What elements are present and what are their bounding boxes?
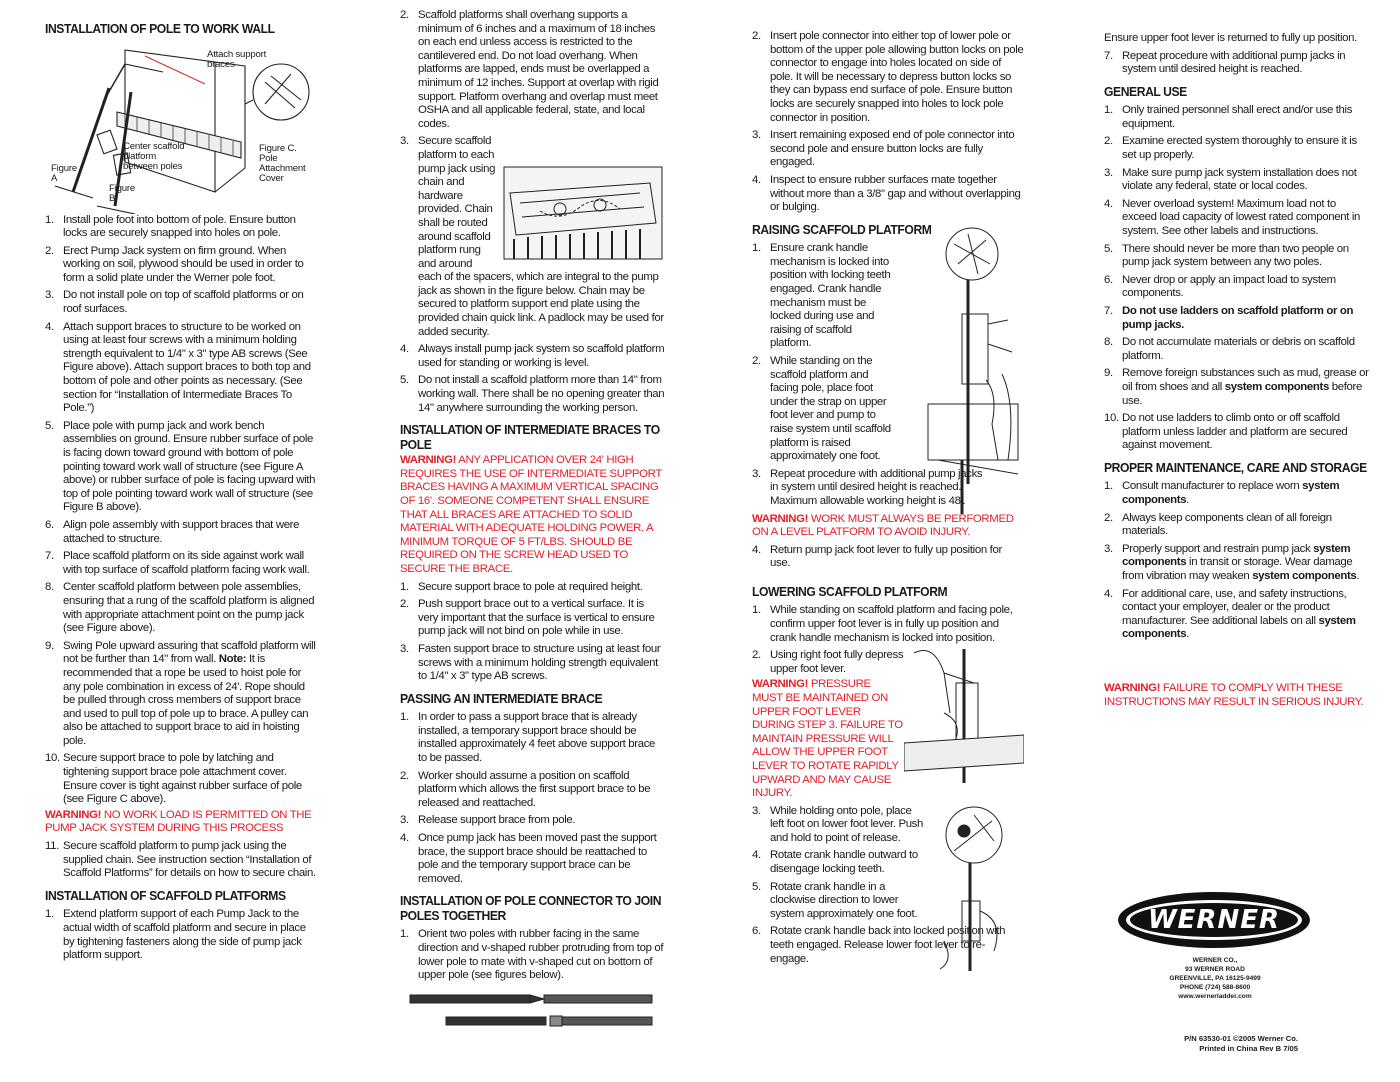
- list-item: 2. Examine erected system thoroughly to ensure it is set up properly.: [1104, 135, 1357, 162]
- list-item: 2. Insert pole connector into either top of lower pole or bottom of the upper pole allowing button locks on pole connector to engage into holes located on side of pole. It will be necessary to depress button locks so they can bypass end surface of pole. Ensure button locks are securely snapped into holes to lock pole connector in position.: [752, 30, 1024, 124]
- scaffold-platform-steps: [45, 908, 317, 962]
- label-figure-b: Figure B: [109, 182, 135, 204]
- list-item: 5. Do not install a scaffold platform more than 14" from working wall. There shall be no opening greater than 14" anywhere surrounding the working person.: [400, 374, 665, 414]
- list-item: 1. Extend platform support of each Pump Jack to the actual width of scaffold platform and secure in place by tightening fasteners along the side of pump jack platform support.: [45, 908, 306, 962]
- list-item: 4. Never overload system! Maximum load not to exceed load capacity of lowest rated component in system. See other labels and instructions.: [1104, 197, 1361, 238]
- top-text: Ensure upper foot lever is returned to fully up position.: [1104, 32, 1357, 44]
- list-item: 7. Do not use ladders on scaffold platform or on pump jacks.: [1104, 305, 1354, 331]
- list-item: 4. Rotate crank handle outward to disengage locking teeth.: [752, 849, 918, 876]
- company-address: [1150, 956, 1280, 1001]
- list-item: 4. Attach support braces to structure to be worked on using at least four screws with a minimum holding strength equivalent to 1/4" x 3" type AB screws (See Figure above). Attach support braces to both top and bottom of pole and other points as necessary. (See section for “Installation of Intermediate Braces To Pole.”): [45, 320, 311, 415]
- list-item: 1. While standing on scaffold platform and facing pole, confirm upper foot lever is in fully up position and crank handle mechanism is locked into position.: [752, 604, 1013, 644]
- address-line: WERNER CO.,: [1192, 957, 1238, 964]
- list-item: 5. Place pole with pump jack and work bench assemblies on ground. Ensure rubber surface of pole is facing down toward ground with bottom of pole pointing toward work wall of structure (see Figure A above) or rubber surface of pole is facing upward with top of pole pointing toward work wall of structure (see Figure B above).: [45, 419, 316, 514]
- column-1: [45, 22, 317, 967]
- section-title-pole-to-wall: INSTALLATION OF POLE TO WORK WALL: [45, 21, 275, 36]
- list-item: 3. Properly support and restrain pump jack system components in transit or storage. Wear damage from vibration may weaken system components.: [1104, 542, 1360, 582]
- section-title-raising: RAISING SCAFFOLD PLATFORM: [752, 221, 932, 237]
- braces-steps: [400, 581, 666, 684]
- list-item: 4. Return pump jack foot lever to fully up position for use.: [752, 543, 1002, 570]
- list-item: 4. Always install pump jack system so scaffold platform used for standing or working is level.: [400, 343, 665, 369]
- list-item: 1. Install pole foot into bottom of pole. Ensure button locks are securely snapped into holes on pole.: [45, 213, 296, 240]
- address-line: 93 WERNER ROAD: [1185, 966, 1245, 973]
- raising-step-4: [752, 544, 1024, 571]
- part-number: [1150, 1034, 1298, 1054]
- list-item: 10. Do not use ladders to climb onto or off scaffold platform unless ladder and platform are secured against movement.: [1104, 412, 1348, 452]
- lowering-step-7: [1104, 50, 1370, 77]
- list-item: 7. Repeat procedure with additional pump jacks in system until desired height is reached.: [1104, 49, 1346, 76]
- section-title-passing-brace: PASSING AN INTERMEDIATE BRACE: [400, 690, 603, 706]
- list-item: 3. Fasten support brace to structure using at least four screws with a minimum holding strength equivalent to 1/4" x 3" type AB screws.: [400, 642, 661, 683]
- general-use-steps: [1104, 104, 1370, 453]
- list-item: 3. While holding onto pole, place left foot on lower foot lever. Push and hold to point of release.: [752, 804, 924, 844]
- column-3: [752, 30, 1024, 970]
- section-title-scaffold-platforms: INSTALLATION OF SCAFFOLD PLATFORMS: [45, 887, 286, 903]
- list-item: 6. Rotate crank handle back into locked position with teeth engaged. Release lower foot lever to re-engage.: [752, 925, 1006, 965]
- lowering-block-2: [752, 805, 1024, 967]
- connector-steps-cont: [752, 30, 1024, 215]
- list-item: 2. Scaffold platforms shall overhang supports a minimum of 6 inches and a maximum of 18 inches on each end unless access is restricted to the cantilevered end. Do not load overhang. When platforms are lapped, ends must be overlapped a minimum of 12 inches. Support at overlap with rigid support. Platform overhang and overlap must meet OSHA and all applicable federal, state, and local codes.: [400, 9, 659, 130]
- chain-illustration: [500, 163, 666, 263]
- warning-level-platform: WARNING! WORK MUST ALWAYS BE PERFORMED ON A LEVEL PLATFORM TO AVOID INJURY.: [752, 512, 1014, 539]
- logo-text: WERNER: [1147, 905, 1280, 935]
- pole-connector-illustration: [400, 989, 660, 1033]
- list-item: 4. For additional care, use, and safety instructions, contact your employer, dealer or the product manufacturer. See additional labels on all system components.: [1104, 587, 1356, 641]
- warning-pressure: WARNING! PRESSURE MUST BE MAINTAINED ON UPPER FOOT LEVER DURING STEP 3. FAILURE TO MAINTAIN PRESSURE WILL ALLOW THE UPPER FOOT LEVER TO ROTATE RAPIDLY UPWARD AND MAY CAUSE INJURY.: [752, 678, 903, 800]
- warning-failure-to-comply: WARNING! FAILURE TO COMPLY WITH THESE INSTRUCTIONS MAY RESULT IN SERIOUS INJURY.: [1104, 681, 1364, 708]
- raising-block: [752, 242, 1024, 508]
- section-title-lowering: LOWERING SCAFFOLD PLATFORM: [752, 583, 948, 599]
- list-item: 2. Erect Pump Jack system on firm ground. When working on soil, plywood should be used in order to form a solid plate under the Werner pole foot.: [45, 244, 304, 284]
- list-item: 3. Insert remaining exposed end of pole connector into second pole and ensure button locks are fully engaged.: [752, 129, 1015, 169]
- list-item: 9. Remove foreign substances such as mud, grease or oil from shoes and all system components before use.: [1104, 367, 1369, 407]
- lowering-block: [752, 649, 1024, 801]
- list-item: 1. Orient two poles with rubber facing in the same direction and v-shaped rubber protruding from top of lower pole to mate with v-shaped cut on bottom of upper pole (see figures below).: [400, 928, 664, 982]
- list-item: 2. While standing on the scaffold platform and facing pole, place foot under the strap on upper foot lever and pump to raise system until scaffold platform is raised approximately one foot.: [752, 354, 891, 463]
- list-item: 1. Ensure crank handle mechanism is locked into position with locking teeth engaged. Crank handle mechanism must be locked during use and raising of scaffold platform.: [752, 242, 891, 350]
- list-item: 4. Inspect to ensure rubber surfaces mate together without more than a 3/8" gap and without overlapping or bulging.: [752, 173, 1021, 214]
- connector-steps: [400, 928, 666, 982]
- list-item: 5. There should never be more than two people on pump jack system between any two poles.: [1104, 242, 1349, 269]
- figure-pole-assembly: [45, 42, 317, 214]
- section-title-general-use: GENERAL USE: [1104, 83, 1187, 99]
- section-title-maintenance: PROPER MAINTENANCE, CARE AND STORAGE: [1104, 459, 1367, 475]
- list-item: 1. In order to pass a support brace that is already installed, a temporary support brace should be installed approximately 4 feet above support brace to be passed.: [400, 711, 656, 764]
- part-number-line: P/N 63530-01 ©2005 Werner Co.: [1184, 1034, 1298, 1043]
- list-item: 11. Secure scaffold platform to pump jack using the supplied chain. See instruction section “Installation of Scaffold Platforms” for details on how to secure chain.: [45, 840, 316, 880]
- address-line: GREENVILLE, PA 16125-9499: [1169, 975, 1261, 982]
- list-item: 6. Align pole assembly with support braces that were attached to structure.: [45, 518, 300, 545]
- list-item: 5. Rotate crank handle in a clockwise direction to lower system approximately one foot.: [752, 880, 918, 920]
- list-item: 2. Using right foot fully depress upper foot lever.: [752, 649, 904, 675]
- label-center-platform: Center scaffold platform between poles: [123, 140, 185, 172]
- printed-line: Printed in China Rev B 7/05: [1199, 1044, 1298, 1053]
- lowering-steps: [752, 604, 1024, 645]
- list-item: 7. Place scaffold platform on its side against work wall with top surface of scaffold platform facing work wall.: [45, 550, 310, 576]
- column-2: [400, 9, 666, 1033]
- werner-logo: [1116, 890, 1312, 950]
- label-figure-c: Figure C. Pole Attachment Cover: [259, 142, 306, 184]
- section-title-intermediate-braces: INSTALLATION OF INTERMEDIATE BRACES TO POLE: [400, 422, 660, 452]
- list-item: 6. Never drop or apply an impact load to system components.: [1104, 273, 1336, 300]
- maintenance-steps: [1104, 480, 1370, 642]
- list-item: 10. Secure support brace to pole by latching and tightening support brace pole attachment cover. Ensure cover is tight against rubber surface of pole (see Figure C above).: [45, 752, 302, 806]
- scaffold-platform-steps-cont: [400, 9, 666, 415]
- list-item: 4. Once pump jack has been moved past the support brace, the support brace should be reattached to pole and the temporary support brace can be removed.: [400, 831, 657, 885]
- list-item: 3. Make sure pump jack system installation does not violate any federal, state or local codes.: [1104, 166, 1357, 193]
- list-item: 3. Release support brace from pole.: [400, 814, 576, 827]
- list-item: 1. Only trained personnel shall erect and/or use this equipment.: [1104, 104, 1353, 130]
- pole-install-steps: [45, 214, 317, 807]
- warning-intermediate-braces: WARNING! ANY APPLICATION OVER 24' HIGH REQUIRES THE USE OF INTERMEDIATE SUPPORT BRACES HAVING A MAXIMUM VERTICAL SPACING OF 16'. SOMEONE COMPETENT SHALL ENSURE THAT ALL BRACES ARE ATTACHED TO SOLID MATERIAL WITH ADEQUATE HOLDING POWER. A MINIMUM TORQUE OF 5 FT/LBS. SHOULD BE REQUIRED ON THE SCREW HEAD USED TO SECURE THE BRACE.: [400, 454, 662, 575]
- list-item: 1. Secure support brace to pole at required height.: [400, 580, 643, 593]
- passing-steps: [400, 711, 666, 886]
- label-figure-a: Figure A: [51, 162, 77, 184]
- lowering-illustration: [904, 643, 1024, 783]
- list-item: 8. Do not accumulate materials or debris on scaffold platform.: [1104, 336, 1355, 362]
- list-item: 1. Consult manufacturer to replace worn system components.: [1104, 480, 1340, 507]
- label-attach-braces: Attach support braces: [207, 48, 267, 70]
- warning-no-work-load: WARNING! NO WORK LOAD IS PERMITTED ON THE PUMP JACK SYSTEM DURING THIS PROCESS: [45, 808, 312, 835]
- address-line: www.wernerladder.com: [1178, 993, 1252, 1000]
- list-item: 2. Worker should assume a position on scaffold platform which allows the first support brace to be released and reattached.: [400, 769, 651, 809]
- list-item: 3. Do not install pole on top of scaffold platforms or on roof surfaces.: [45, 289, 304, 316]
- list-item: 2. Always keep components clean of all foreign materials.: [1104, 511, 1332, 538]
- raising-steps-cont: [752, 468, 1024, 509]
- section-title-pole-connector: INSTALLATION OF POLE CONNECTOR TO JOIN POLES TOGETHER: [400, 893, 662, 923]
- pole-install-steps-cont: [45, 840, 317, 881]
- list-item: 3. Repeat procedure with additional pump jacks in system until desired height is reached. Maximum allowable working height is 48'.: [752, 467, 983, 507]
- list-item: 9. Swing Pole upward assuring that scaffold platform will not be further than 14" from wall. Note: It is recommended that a rope be used to hoist pole for any pole combination in excess of 24'. Rope should be pulled through cross members of support brace and used to pull top of pole up to brace. A pulley can also be attached to support brace to aid in hoisting pole.: [45, 639, 316, 747]
- pole-assembly-illustration: [45, 42, 317, 214]
- list-item: 2. Push support brace out to a vertical surface. It is very important that the surface is vertical to ensure pump jack will not bind on pole while in use.: [400, 598, 655, 638]
- list-item: 8. Center scaffold platform between pole assemblies, ensuring that a rung of the scaffold platform is aligned with appropriate attachment point on the pump jack (see Figure above).: [45, 581, 315, 635]
- address-line: PHONE (724) 588-8600: [1179, 984, 1251, 991]
- column-4: [1104, 32, 1370, 713]
- list-item: 3. Secure scaffold platform to each pump jack using chain and hardware provided. Chain shall be routed around scaffold platform rung and around each of the spacers, which are integral to the pump jack as shown in the figure below. Chain may be secured to platform support end plate using the provided chain quick link. A padlock may be used for added security.: [400, 135, 666, 339]
